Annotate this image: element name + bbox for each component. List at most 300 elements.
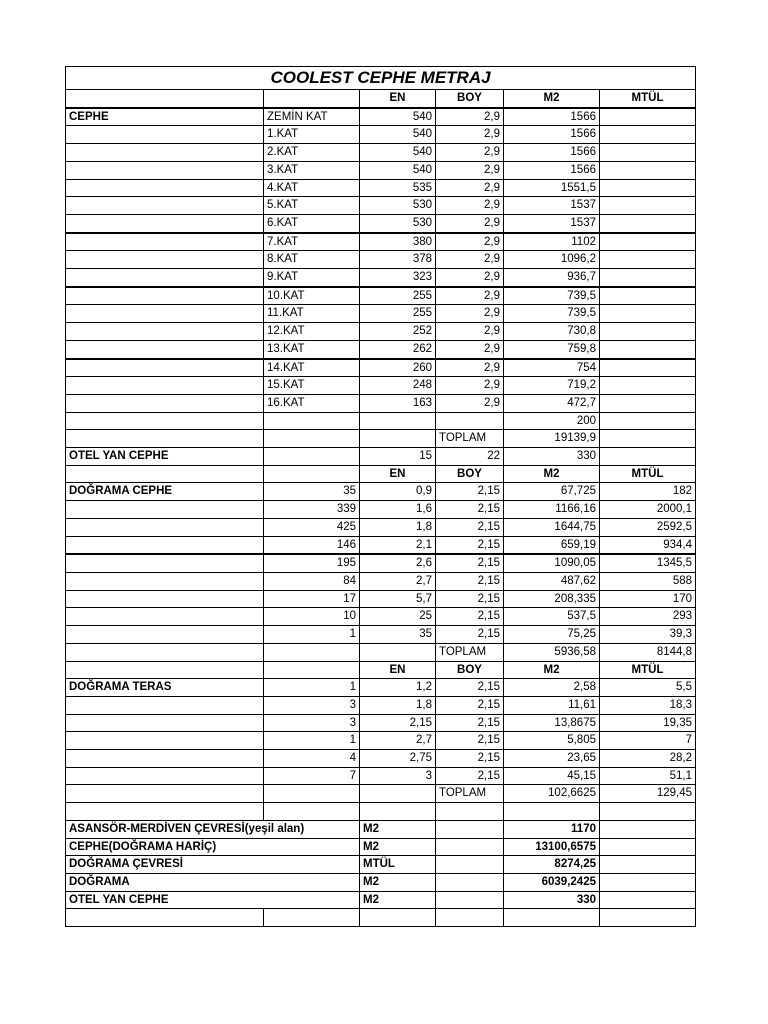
cell (436, 820, 504, 838)
value-cell: 719,2 (504, 377, 600, 395)
cell (66, 909, 264, 927)
value-cell: 0,9 (360, 483, 436, 501)
cell (66, 626, 264, 644)
value-cell (600, 144, 696, 162)
cell (66, 269, 264, 287)
value-cell: 2,15 (436, 608, 504, 626)
value-cell: 2,58 (504, 679, 600, 697)
value-cell: 1537 (504, 214, 600, 232)
section-label-dograma-cephe: DOĞRAMA CEPHE (66, 483, 264, 501)
cell (66, 590, 264, 608)
floor-label (264, 412, 360, 430)
value-cell: 35 (264, 483, 360, 501)
value-cell: 2,15 (436, 572, 504, 590)
summary-label: DOĞRAMA ÇEVRESİ (66, 856, 264, 874)
floor-label: 3.KAT (264, 161, 360, 179)
header-cell (264, 90, 360, 108)
value-cell: 1 (264, 626, 360, 644)
floor-label: 6.KAT (264, 214, 360, 232)
value-cell: 1551,5 (504, 179, 600, 197)
value-cell: 200 (504, 412, 600, 430)
floor-label: 7.KAT (264, 233, 360, 251)
value-cell (600, 214, 696, 232)
floor-label: ZEMİN KAT (264, 108, 360, 126)
value-cell: 1566 (504, 161, 600, 179)
value-cell (360, 412, 436, 430)
value-cell: 2,9 (436, 305, 504, 323)
value-cell: 170 (600, 590, 696, 608)
otel-row (66, 448, 696, 466)
header-cell: BOY (436, 465, 504, 483)
cephe-row (66, 359, 696, 377)
cell (66, 412, 264, 430)
cell (66, 536, 264, 554)
dograma_teras-row (66, 679, 696, 697)
cell (504, 909, 600, 927)
dograma_cephe-row (66, 554, 696, 572)
value-cell: 2,15 (436, 767, 504, 785)
floor-label: 13.KAT (264, 340, 360, 358)
value-cell: 754 (504, 359, 600, 377)
value-cell: 1345,5 (600, 554, 696, 572)
cell (66, 714, 264, 732)
value-cell: 25 (360, 608, 436, 626)
value-cell (600, 305, 696, 323)
summary-unit: M2 (360, 820, 436, 838)
floor-label: 16.KAT (264, 394, 360, 412)
summary-value: 330 (504, 891, 600, 909)
cell (436, 909, 504, 927)
value-cell: 84 (264, 572, 360, 590)
dograma_cephe-total-row (66, 643, 696, 661)
summary-label: OTEL YAN CEPHE (66, 891, 264, 909)
value-cell: 2,15 (436, 536, 504, 554)
cell (600, 803, 696, 821)
value-cell: 5,5 (600, 679, 696, 697)
floor-label: 2.KAT (264, 144, 360, 162)
header-cell: MTÜL (600, 661, 696, 679)
value-cell: 2,9 (436, 269, 504, 287)
value-cell: 1566 (504, 108, 600, 126)
summary-row (66, 873, 696, 891)
value-cell: 2,9 (436, 323, 504, 341)
header-cell (264, 465, 360, 483)
value-cell (600, 287, 696, 305)
value-cell: 7 (600, 732, 696, 750)
cell (264, 909, 360, 927)
value-cell: 759,8 (504, 340, 600, 358)
value-cell: 2,15 (436, 714, 504, 732)
value-cell: 2,15 (436, 501, 504, 519)
floor-label: 11.KAT (264, 305, 360, 323)
value-cell: 2,15 (436, 483, 504, 501)
cell (66, 732, 264, 750)
dograma_teras-row (66, 732, 696, 750)
summary-row (66, 820, 696, 838)
header-cell: MTÜL (600, 465, 696, 483)
cell (66, 251, 264, 269)
cell (264, 891, 360, 909)
value-cell: 323 (360, 269, 436, 287)
value-cell: 487,62 (504, 572, 600, 590)
value-cell: 3 (264, 696, 360, 714)
value-cell: 248 (360, 377, 436, 395)
cell (66, 767, 264, 785)
dograma_cephe-row (66, 483, 696, 501)
header-cell: M2 (504, 465, 600, 483)
value-cell: 1,2 (360, 679, 436, 697)
value-cell: 739,5 (504, 305, 600, 323)
value-cell: 3 (264, 714, 360, 732)
cell (66, 696, 264, 714)
section-label-otel: OTEL YAN CEPHE (66, 448, 264, 466)
cephe-row (66, 214, 696, 232)
value-cell: 2,9 (436, 394, 504, 412)
cell (600, 856, 696, 874)
dograma_cephe-row (66, 518, 696, 536)
value-cell: 2,75 (360, 750, 436, 768)
header-cell: EN (360, 465, 436, 483)
value-cell: 540 (360, 108, 436, 126)
cell (66, 572, 264, 590)
sheet-title: COOLEST CEPHE METRAJ (66, 67, 696, 90)
value-cell (264, 643, 360, 661)
value-cell: 472,7 (504, 394, 600, 412)
cell (66, 518, 264, 536)
section-label-dograma-teras: DOĞRAMA TERAS (66, 679, 264, 697)
header-cell: M2 (504, 90, 600, 108)
header-cell: EN (360, 90, 436, 108)
value-cell: 10 (264, 608, 360, 626)
dograma_cephe-row (66, 501, 696, 519)
value-cell: 146 (264, 536, 360, 554)
cell (66, 501, 264, 519)
value-cell (264, 785, 360, 803)
header-cell (66, 90, 264, 108)
value-cell: 730,8 (504, 323, 600, 341)
value-cell: 2,9 (436, 359, 504, 377)
summary-unit: M2 (360, 873, 436, 891)
summary-label: DOĞRAMA (66, 873, 264, 891)
metraj-table (65, 66, 696, 927)
value-cell: 260 (360, 359, 436, 377)
cell (360, 803, 436, 821)
value-cell: 2,7 (360, 572, 436, 590)
value-cell: 2,15 (436, 750, 504, 768)
value-cell: 293 (600, 608, 696, 626)
value-cell: 208,335 (504, 590, 600, 608)
toplam-label: TOPLAM (436, 430, 504, 448)
cell (66, 608, 264, 626)
summary-row (66, 891, 696, 909)
value-cell: 129,45 (600, 785, 696, 803)
value-cell (600, 108, 696, 126)
dograma_teras-row (66, 714, 696, 732)
value-cell (600, 394, 696, 412)
value-cell: 35 (360, 626, 436, 644)
value-cell: 2,7 (360, 732, 436, 750)
value-cell: 2,15 (436, 679, 504, 697)
cell (66, 750, 264, 768)
header-cell: M2 (504, 661, 600, 679)
header-cell (264, 661, 360, 679)
value-cell (600, 412, 696, 430)
value-cell: 22 (436, 448, 504, 466)
value-cell: 102,6625 (504, 785, 600, 803)
cephe-row (66, 377, 696, 395)
value-cell: 530 (360, 214, 436, 232)
value-cell: 19,35 (600, 714, 696, 732)
header-cell (66, 465, 264, 483)
value-cell: 255 (360, 305, 436, 323)
value-cell (600, 340, 696, 358)
value-cell: 535 (360, 179, 436, 197)
value-cell: 2,15 (436, 626, 504, 644)
value-cell: 39,3 (600, 626, 696, 644)
column-subheader-row (66, 465, 696, 483)
value-cell: 19139,9 (504, 430, 600, 448)
summary-value: 6039,2425 (504, 873, 600, 891)
value-cell: 739,5 (504, 287, 600, 305)
value-cell: 537,5 (504, 608, 600, 626)
value-cell: 2,15 (436, 696, 504, 714)
floor-label: 14.KAT (264, 359, 360, 377)
floor-label: 1.KAT (264, 126, 360, 144)
value-cell: 163 (360, 394, 436, 412)
cell (66, 340, 264, 358)
cell (264, 838, 360, 856)
cell (66, 144, 264, 162)
cephe-row (66, 179, 696, 197)
value-cell: 1566 (504, 144, 600, 162)
toplam-label: TOPLAM (436, 643, 504, 661)
cell (66, 377, 264, 395)
header-cell: EN (360, 661, 436, 679)
value-cell: 262 (360, 340, 436, 358)
cell (66, 643, 264, 661)
value-cell: 45,15 (504, 767, 600, 785)
value-cell: 75,25 (504, 626, 600, 644)
cell (66, 554, 264, 572)
cephe-row (66, 340, 696, 358)
value-cell: 2592,5 (600, 518, 696, 536)
dograma_teras-row (66, 767, 696, 785)
cell (66, 179, 264, 197)
dograma_cephe-row (66, 626, 696, 644)
value-cell: 339 (264, 501, 360, 519)
metraj-table-body (66, 67, 696, 927)
cephe-row (66, 108, 696, 126)
cell (264, 856, 360, 874)
spacer-row (66, 803, 696, 821)
value-cell (360, 430, 436, 448)
value-cell: 1102 (504, 233, 600, 251)
value-cell (360, 785, 436, 803)
dograma_cephe-row (66, 590, 696, 608)
value-cell: 1566 (504, 126, 600, 144)
cell (600, 820, 696, 838)
summary-unit: MTÜL (360, 856, 436, 874)
value-cell: 2,15 (436, 554, 504, 572)
floor-label: 9.KAT (264, 269, 360, 287)
value-cell: 378 (360, 251, 436, 269)
cephe-row (66, 412, 696, 430)
value-cell: 1,6 (360, 501, 436, 519)
cell (436, 873, 504, 891)
value-cell: 1090,05 (504, 554, 600, 572)
value-cell: 2,9 (436, 179, 504, 197)
cell (66, 394, 264, 412)
value-cell: 23,65 (504, 750, 600, 768)
cephe-row (66, 233, 696, 251)
cell (600, 909, 696, 927)
cell (66, 214, 264, 232)
cell (66, 287, 264, 305)
empty-row (66, 909, 696, 927)
value-cell: 425 (264, 518, 360, 536)
cell (66, 430, 264, 448)
cephe-row (66, 287, 696, 305)
cell (66, 359, 264, 377)
cephe-row (66, 323, 696, 341)
value-cell: 2,9 (436, 108, 504, 126)
title-row (66, 67, 696, 90)
value-cell: 1,8 (360, 696, 436, 714)
value-cell: 2,9 (436, 377, 504, 395)
value-cell: 2,15 (436, 518, 504, 536)
summary-label: CEPHE(DOĞRAMA HARİÇ) (66, 838, 264, 856)
value-cell (600, 430, 696, 448)
summary-value: 1170 (504, 820, 600, 838)
value-cell: 5,7 (360, 590, 436, 608)
value-cell: 51,1 (600, 767, 696, 785)
value-cell: 4 (264, 750, 360, 768)
value-cell: 1644,75 (504, 518, 600, 536)
value-cell (600, 179, 696, 197)
summary-value: 13100,6575 (504, 838, 600, 856)
value-cell: 2,15 (436, 590, 504, 608)
cephe-row (66, 305, 696, 323)
value-cell: 195 (264, 554, 360, 572)
value-cell (264, 430, 360, 448)
cephe-row (66, 394, 696, 412)
value-cell (600, 251, 696, 269)
cell (66, 803, 264, 821)
value-cell (600, 448, 696, 466)
value-cell: 1166,16 (504, 501, 600, 519)
value-cell: 1096,2 (504, 251, 600, 269)
value-cell: 2,15 (360, 714, 436, 732)
value-cell (360, 643, 436, 661)
cell (66, 126, 264, 144)
cell (436, 891, 504, 909)
value-cell: 2,9 (436, 287, 504, 305)
cell (360, 909, 436, 927)
value-cell: 530 (360, 197, 436, 215)
value-cell (600, 233, 696, 251)
value-cell: 330 (504, 448, 600, 466)
value-cell: 2000,1 (600, 501, 696, 519)
value-cell: 2,9 (436, 214, 504, 232)
value-cell: 28,2 (600, 750, 696, 768)
value-cell (600, 126, 696, 144)
value-cell: 2,9 (436, 340, 504, 358)
dograma_cephe-row (66, 608, 696, 626)
cell (436, 856, 504, 874)
value-cell: 540 (360, 126, 436, 144)
cell (66, 323, 264, 341)
value-cell: 540 (360, 161, 436, 179)
cell (66, 197, 264, 215)
value-cell: 540 (360, 144, 436, 162)
floor-label: 5.KAT (264, 197, 360, 215)
value-cell: 2,9 (436, 126, 504, 144)
value-cell (600, 377, 696, 395)
value-cell: 252 (360, 323, 436, 341)
toplam-label: TOPLAM (436, 785, 504, 803)
value-cell (600, 323, 696, 341)
value-cell: 1 (264, 732, 360, 750)
value-cell: 11,61 (504, 696, 600, 714)
header-cell: MTÜL (600, 90, 696, 108)
cell (264, 803, 360, 821)
value-cell (600, 161, 696, 179)
value-cell: 2,9 (436, 233, 504, 251)
value-cell: 2,1 (360, 536, 436, 554)
value-cell: 17 (264, 590, 360, 608)
cell (600, 838, 696, 856)
value-cell: 8144,8 (600, 643, 696, 661)
value-cell: 588 (600, 572, 696, 590)
dograma_cephe-row (66, 572, 696, 590)
cell (504, 803, 600, 821)
dograma_cephe-row (66, 536, 696, 554)
value-cell: 2,9 (436, 197, 504, 215)
cell (66, 161, 264, 179)
value-cell (436, 412, 504, 430)
floor-label: 15.KAT (264, 377, 360, 395)
floor-label: 12.KAT (264, 323, 360, 341)
cell (436, 838, 504, 856)
cell (600, 873, 696, 891)
value-cell: 1 (264, 679, 360, 697)
cephe-row (66, 197, 696, 215)
value-cell: 255 (360, 287, 436, 305)
dograma_teras-row (66, 750, 696, 768)
header-cell: BOY (436, 90, 504, 108)
summary-row (66, 856, 696, 874)
column-header-row (66, 90, 696, 108)
value-cell: 182 (600, 483, 696, 501)
cephe-row (66, 269, 696, 287)
value-cell: 3 (360, 767, 436, 785)
cell (600, 891, 696, 909)
cephe-total-row (66, 430, 696, 448)
floor-label: 8.KAT (264, 251, 360, 269)
cephe-row (66, 251, 696, 269)
value-cell: 2,6 (360, 554, 436, 572)
header-cell: BOY (436, 661, 504, 679)
value-cell: 659,19 (504, 536, 600, 554)
value-cell: 7 (264, 767, 360, 785)
value-cell: 18,3 (600, 696, 696, 714)
cell (264, 873, 360, 891)
value-cell (264, 448, 360, 466)
cephe-row (66, 161, 696, 179)
summary-unit: M2 (360, 891, 436, 909)
value-cell (600, 197, 696, 215)
value-cell: 13,8675 (504, 714, 600, 732)
